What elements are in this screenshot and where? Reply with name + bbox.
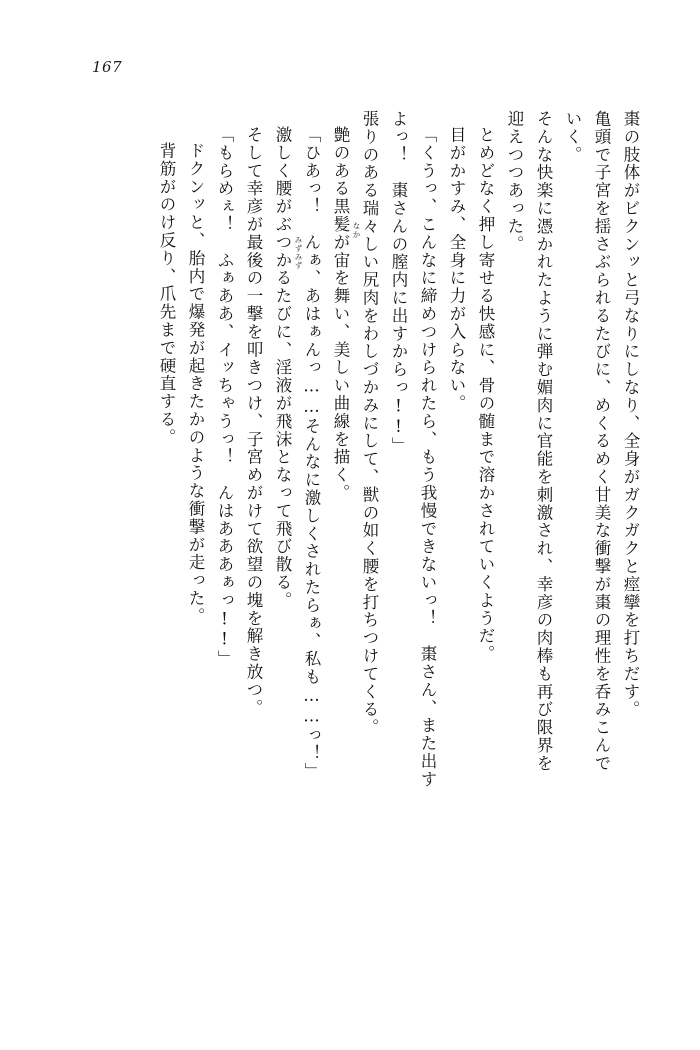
text-line: 張りのある瑞々しい尻肉をわしづかみにして、獣の如く腰を打ちつけてくる。 bbox=[360, 110, 379, 737]
text-line: そして幸彦が最後の一撃を叩きつけ、子宮めがけて欲望の塊を解き放つ。 bbox=[244, 126, 263, 717]
text-line: 目がかすみ、全身に力が入らない。 bbox=[447, 126, 466, 413]
text-line: 棗の肢体がビクンッと弓なりにしなり、全身がガクガクと痙攣を打ちだす。 bbox=[621, 110, 640, 719]
text-line: とめどなく押し寄せる快感に、骨の髄まで溶かされていくようだ。 bbox=[476, 126, 495, 663]
ruby-annotation: みずみず bbox=[294, 236, 303, 270]
ruby-annotation: なか bbox=[352, 222, 361, 239]
text-line: 「ひあっ！ んぁ、あはぁんっ……そんなに激しくされたらぁ、私も……っ！」 bbox=[302, 126, 321, 781]
text-line: 亀頭で子宮を揺さぶられるたびに、めくるめく甘美な衝撃が棗の理性を呑みこんで bbox=[592, 110, 611, 773]
text-line: 背筋がのけ反り、爪先まで硬直する。 bbox=[157, 142, 176, 447]
text-line: 「くうっ、こんなに締めつけられたら、もう我慢できないっ！ 棗さん、また出す bbox=[418, 126, 437, 789]
text-line: ドクンッと、胎内で爆発が起きたかのような衝撃が走った。 bbox=[186, 142, 205, 626]
text-line: よっ！ 棗さんの膣内に出すからっ!!」 bbox=[389, 110, 408, 456]
text-line: 艶のある黒髪が宙を舞い、美しい曲線を描く。 bbox=[331, 126, 350, 502]
text-line: いく。 bbox=[563, 110, 582, 164]
text-line: そんな快楽に憑かれたように弾む媚肉に官能を刺激され、幸彦の肉棒も再び限界を bbox=[534, 110, 553, 773]
page-number: 167 bbox=[92, 58, 123, 76]
text-line: 迎えつつあった。 bbox=[505, 110, 524, 254]
text-line: 「もらめぇ！ ふぁああ、イッちゃうっ！ んはあああぁっ!!」 bbox=[215, 126, 234, 668]
text-line: 激しく腰がぶつかるたびに、淫液が飛沫となって飛び散る。 bbox=[273, 126, 292, 610]
page-body-text bbox=[62, 110, 638, 990]
